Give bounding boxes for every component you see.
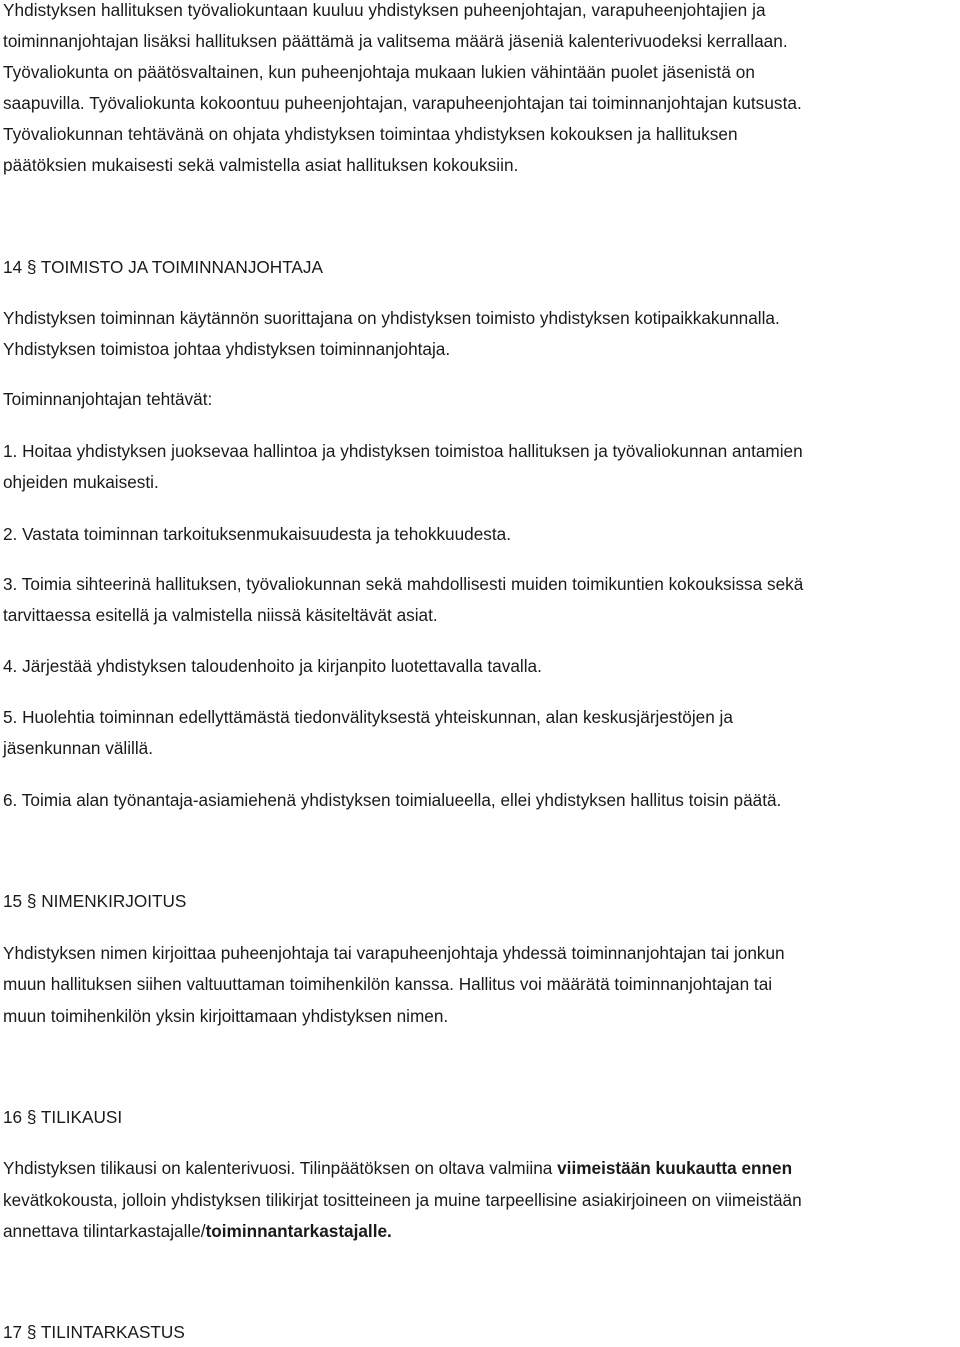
duty-item-1-line-1: 1. Hoitaa yhdistyksen juoksevaa hallintoa ja yhdistyksen toimistoa hallituksen ja työvaliokunnan antamien (3, 441, 803, 461)
section-16-heading: 16 § TILIKAUSI (3, 1107, 123, 1127)
section-16-line-3-bold: toiminnantarkastajalle. (205, 1221, 392, 1241)
section-14-para-line-2: Yhdistyksen toimistoa johtaa yhdistyksen toiminnanjohtaja. (3, 339, 451, 359)
section-16-line-2: kevätkokousta, jolloin yhdistyksen tilikirjat tositteineen ja muine tarpeellisine asiakirjoineen on viimeistään (3, 1190, 802, 1210)
intro-line-1: Yhdistyksen hallituksen työvaliokuntaan kuuluu yhdistyksen puheenjohtajan, varapuheenjohtajien ja (3, 0, 766, 20)
duty-item-3-line-2: tarvittaessa esitellä ja valmistella niissä käsiteltävät asiat. (3, 605, 438, 625)
section-14-heading: 14 § TOIMISTO JA TOIMINNANJOHTAJA (3, 257, 323, 277)
section-15-line-3: muun toimihenkilön yksin kirjoittamaan yhdistyksen nimen. (3, 1006, 449, 1026)
duty-item-1-line-2: ohjeiden mukaisesti. (3, 472, 159, 492)
intro-line-4: saapuvilla. Työvaliokunta kokoontuu puheenjohtajan, varapuheenjohtajan tai toiminnanjohtajan kutsusta. (3, 93, 802, 113)
intro-line-5: Työvaliokunnan tehtävänä on ohjata yhdistyksen toimintaa yhdistyksen kokouksen ja hallituksen (3, 124, 738, 144)
section-17-heading: 17 § TILINTARKASTUS (3, 1322, 185, 1342)
duty-item-6: 6. Toimia alan työnantaja-asiamiehenä yhdistyksen toimialueella, ellei yhdistyksen hallitus toisin päätä. (3, 790, 782, 810)
duty-item-4: 4. Järjestää yhdistyksen taloudenhoito ja kirjanpito luotettavalla tavalla. (3, 656, 542, 676)
section-16-line-3 (3, 1216, 958, 1247)
section-16-line-3-text: annettava tilintarkastajalle/ (3, 1221, 206, 1241)
duty-item-5-line-1: 5. Huolehtia toiminnan edellyttämästä tiedonvälityksestä yhteiskunnan, alan keskusjärjestöjen ja (3, 707, 733, 727)
duty-item-5-line-2: jäsenkunnan välillä. (3, 738, 154, 758)
intro-line-3: Työvaliokunta on päätösvaltainen, kun puheenjohtaja mukaan lukien vähintään puolet jäsenistä on (3, 62, 755, 82)
intro-line-2: toiminnanjohtajan lisäksi hallituksen päättämä ja valitsema määrä jäseniä kalenterivuodeksi kerrallaan. (3, 31, 788, 51)
section-16-line-1-bold: viimeistään kuukautta ennen (557, 1158, 793, 1178)
duty-item-3-line-1: 3. Toimia sihteerinä hallituksen, työvaliokunnan sekä mahdollisesti muiden toimikuntien kokouksissa sekä (3, 574, 804, 594)
duties-title: Toiminnanjohtajan tehtävät: (3, 389, 213, 409)
duty-item-2: 2. Vastata toiminnan tarkoituksenmukaisuudesta ja tehokkuudesta. (3, 524, 511, 544)
section-15-heading: 15 § NIMENKIRJOITUS (3, 891, 187, 911)
section-15-line-1: Yhdistyksen nimen kirjoittaa puheenjohtaja tai varapuheenjohtaja yhdessä toiminnanjohtajan tai jonkun (3, 943, 785, 963)
section-15-line-2: muun hallituksen siihen valtuuttaman toimihenkilön kanssa. Hallitus voi määrätä toiminnanjohtajan tai (3, 974, 773, 994)
section-16-line-1-text: Yhdistyksen tilikausi on kalenterivuosi. Tilinpäätöksen on oltava valmiina (3, 1158, 558, 1178)
section-14-para-line-1: Yhdistyksen toiminnan käytännön suorittajana on yhdistyksen toimisto yhdistyksen kotipaikkakunnalla. (3, 308, 780, 328)
section-16-line-1 (3, 1153, 958, 1184)
intro-line-6: päätöksien mukaisesti sekä valmistella asiat hallituksen kokouksiin. (3, 155, 519, 175)
